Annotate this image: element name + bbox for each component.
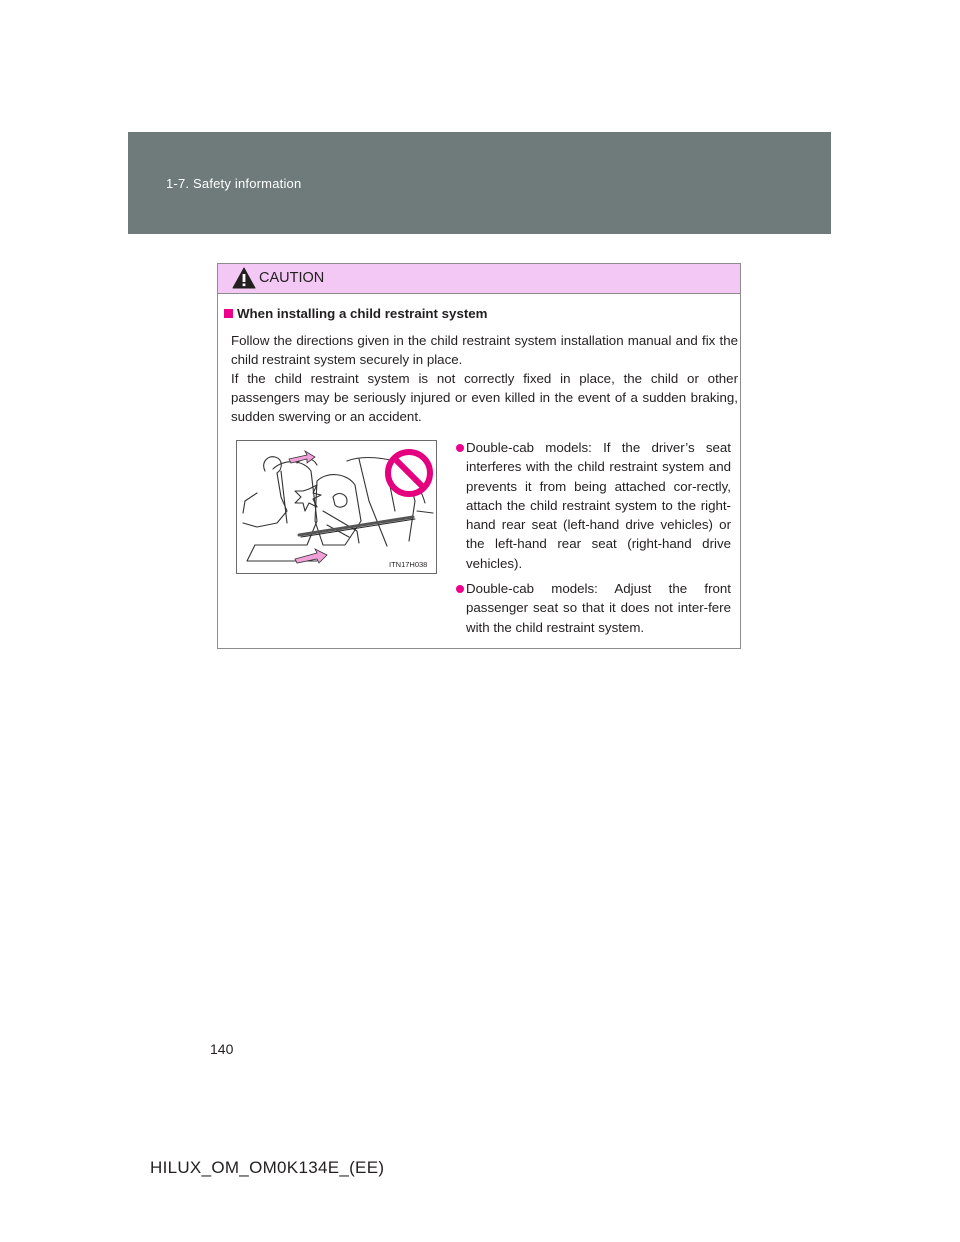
caution-header	[218, 264, 740, 294]
figure-code: ITN17H038	[389, 560, 428, 569]
section-header-bar	[128, 132, 831, 234]
list-item-text: Double-cab models: Adjust the front passenger seat so that it does not inter-fere with the child restraint system.	[466, 581, 731, 635]
section-title: 1-7. Safety information	[166, 176, 302, 191]
list-item	[456, 438, 731, 573]
document-code: HILUX_OM_OM0K134E_(EE)	[150, 1158, 385, 1177]
circle-bullet-icon	[456, 585, 464, 593]
page-number: 140	[210, 1041, 234, 1057]
caution-heading-text: When installing a child restraint system	[237, 306, 488, 321]
caution-box	[217, 263, 741, 649]
child-seat-drawing	[237, 441, 436, 573]
child-seat-illustration	[236, 440, 437, 574]
list-item-text: Double-cab models: If the driver’s seat interferes with the child restraint system and prevents it from being attached cor-rectly, attach the child restraint system to the right-hand rear seat (left-hand drive vehicles) or the left-hand rear seat (right-hand drive vehicles).	[466, 440, 731, 571]
caution-paragraph-2: If the child restraint system is not correctly fixed in place, the child or other passengers may be seriously injured or even killed in the event of a sudden braking, sudden swerving or an accident.	[231, 371, 738, 424]
caution-paragraph-1: Follow the directions given in the child restraint system installation manual and fix the child restraint system securely in place.	[231, 333, 738, 367]
caution-heading	[224, 306, 488, 321]
list-item	[456, 579, 731, 637]
circle-bullet-icon	[456, 444, 464, 452]
caution-label: CAUTION	[259, 270, 325, 286]
caution-bullet-list	[456, 438, 731, 643]
square-bullet-icon	[224, 309, 233, 318]
warning-triangle-icon	[232, 267, 256, 289]
